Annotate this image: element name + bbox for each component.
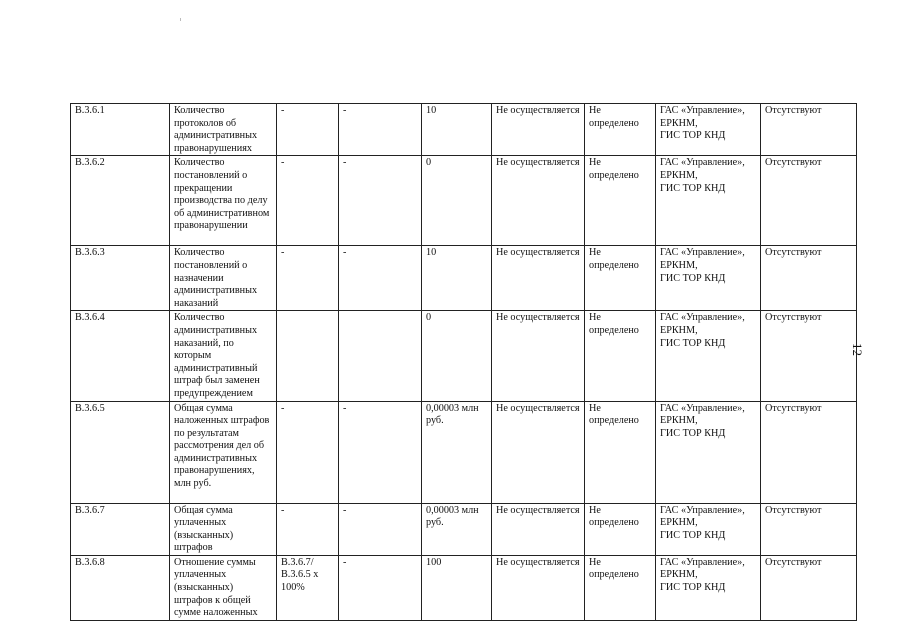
indicator-value: 0,00003 млн руб. [422,503,492,555]
table-row [71,555,857,620]
source-line: ГИС ТОР КНД [660,337,726,349]
indicator-col4: - [339,555,422,620]
indicator-code: В.3.6.5 [71,401,170,503]
indicator-status: Не осуществляется [492,104,585,156]
indicator-name: Количество протоколов об административных правонарушениях [170,104,277,156]
source-line: ГАС «Управление», [660,247,745,259]
indicator-status: Не осуществляется [492,156,585,246]
source-line: ГАС «Управление», [660,105,745,116]
page-number: 12 [850,343,865,356]
source-line: ГАС «Управление», [660,312,745,324]
source-line: ЕРКНМ, [660,259,698,271]
indicator-name: Общая сумма уплаченных (взысканных) штрафов [170,503,277,555]
indicator-note: Отсутствуют [761,246,857,311]
indicator-status: Не осуществляется [492,401,585,503]
source-line: ЕРКНМ, [660,169,698,181]
indicator-value: 10 [422,246,492,311]
indicator-code: В.3.6.1 [71,104,170,156]
source-line: ГИС ТОР КНД [660,582,726,594]
indicator-name: Количество постановлений о назначении административных наказаний [170,246,277,311]
indicator-note: Отсутствуют [761,156,857,246]
indicator-defined: Не определено [585,503,656,555]
indicator-name: Общая сумма наложенных штрафов по результатам рассмотрения дел об административных правонарушениях, млн руб. [170,401,277,503]
source-line: ЕРКНМ, [660,415,698,427]
indicator-sources [656,246,761,311]
indicator-value: 100 [422,555,492,620]
indicator-note: Отсутствуют [761,503,857,555]
indicator-name: Отношение суммы уплаченных (взысканных) штрафов к общей сумме наложенных [170,555,277,620]
indicator-value: 0 [422,156,492,246]
indicator-name: Количество постановлений о прекращении производства по делу об административном правонарушении [170,156,277,246]
source-line: ГАС «Управление», [660,504,745,516]
indicator-note: Отсутствуют [761,401,857,503]
source-line: ГИС ТОР КНД [660,130,726,142]
indicator-col4: - [339,246,422,311]
indicators-table [70,103,857,621]
indicator-sources [656,104,761,156]
indicator-defined: Не определено [585,246,656,311]
source-line: ЕРКНМ, [660,569,698,581]
indicator-status: Не осуществляется [492,246,585,311]
source-line: ЕРКНМ, [660,324,698,336]
source-line: ГИС ТОР КНД [660,272,726,284]
indicator-code: В.3.6.4 [71,311,170,401]
indicator-value: 0 [422,311,492,401]
indicator-defined: Не определено [585,104,656,156]
indicator-value: 0,00003 млн руб. [422,401,492,503]
source-line: ЕРКНМ, [660,517,698,529]
indicator-formula: - [277,104,339,156]
source-line: ГАС «Управление», [660,157,745,169]
indicator-defined: Не определено [585,311,656,401]
indicator-col4: - [339,503,422,555]
indicator-formula: - [277,401,339,503]
indicator-code: В.3.6.7 [71,503,170,555]
indicator-sources [656,555,761,620]
indicator-defined: Не определено [585,401,656,503]
indicator-status: Не осуществляется [492,555,585,620]
indicator-col4: - [339,156,422,246]
source-line: ЕРКНМ, [660,117,698,129]
indicator-defined: Не определено [585,555,656,620]
table-row [71,401,857,503]
source-line: ГАС «Управление», [660,556,745,568]
indicator-sources [656,311,761,401]
indicator-sources [656,503,761,555]
scan-speck [180,18,181,21]
indicator-code: В.3.6.8 [71,555,170,620]
indicator-col4 [339,311,422,401]
indicator-formula: - [277,503,339,555]
indicator-code: В.3.6.3 [71,246,170,311]
indicator-formula [277,311,339,401]
indicator-formula: - [277,156,339,246]
table-row [71,503,857,555]
indicator-col4: - [339,104,422,156]
indicator-status: Не осуществляется [492,503,585,555]
source-line: ГИС ТОР КНД [660,529,726,541]
indicator-formula: В.3.6.7/ В.3.6.5 х 100% [277,555,339,620]
table-row [71,104,857,156]
table-row [71,156,857,246]
indicator-formula: - [277,246,339,311]
source-line: ГИС ТОР КНД [660,427,726,439]
indicator-note: Отсутствуют [761,555,857,620]
indicator-sources [656,401,761,503]
indicator-code: В.3.6.2 [71,156,170,246]
indicator-col4: - [339,401,422,503]
indicator-name: Количество административных наказаний, по которым административный штраф был заменен предупреждением [170,311,277,401]
table-row [71,311,857,401]
indicator-value: 10 [422,104,492,156]
source-line: ГАС «Управление», [660,402,745,414]
source-line: ГИС ТОР КНД [660,182,726,194]
indicator-note: Отсутствуют [761,311,857,401]
indicator-sources [656,156,761,246]
indicator-note: Отсутствуют [761,104,857,156]
indicator-defined: Не определено [585,156,656,246]
table-row [71,246,857,311]
indicator-status: Не осуществляется [492,311,585,401]
